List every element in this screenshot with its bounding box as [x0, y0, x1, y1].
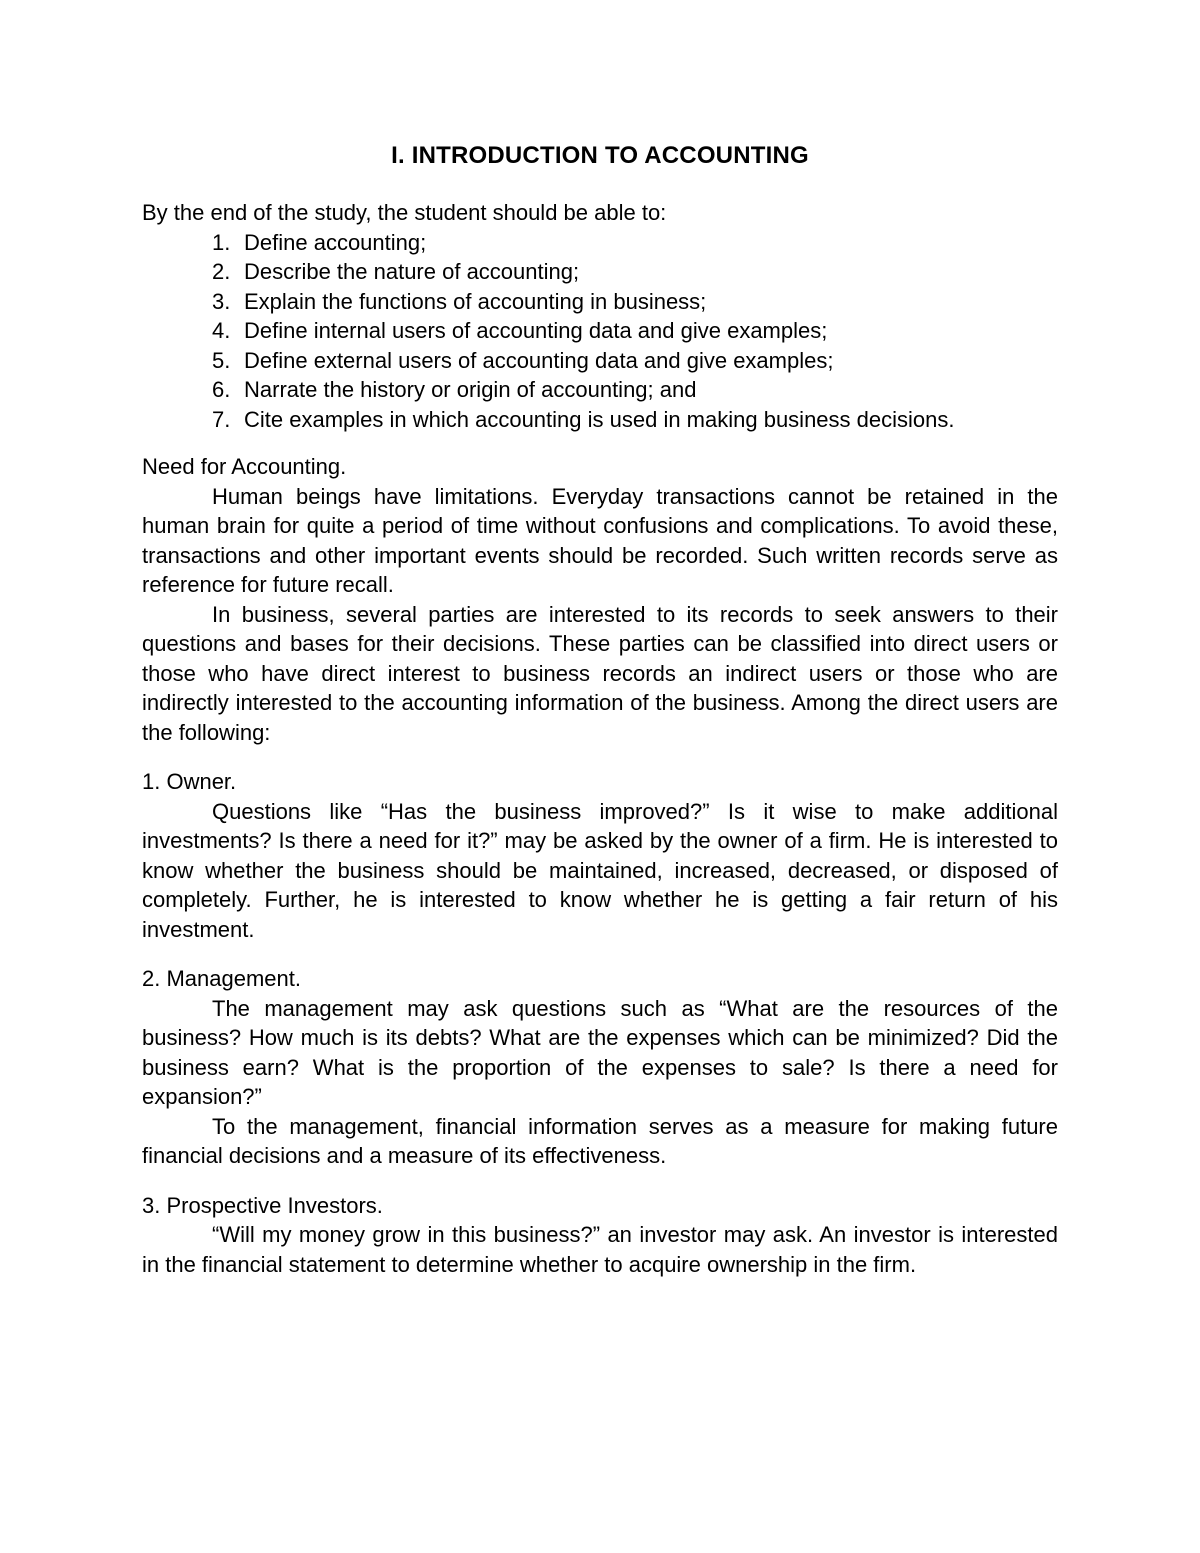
objective-number: 5.	[212, 347, 231, 373]
objective-item	[142, 346, 1058, 376]
objective-item	[142, 257, 1058, 287]
objectives-intro: By the end of the study, the student should be able to:	[142, 200, 667, 225]
objective-text: Define internal users of accounting data and give examples;	[244, 318, 828, 343]
objective-item	[142, 228, 1058, 258]
objective-number: 7.	[212, 406, 231, 432]
objective-text: Narrate the history or origin of accounting; and	[244, 377, 697, 402]
section-heading: 3. Prospective Investors.	[142, 1192, 383, 1218]
objective-text: Cite examples in which accounting is used in making business decisions.	[244, 406, 955, 432]
objective-number: 1.	[212, 229, 231, 255]
paragraph: Human beings have limitations. Everyday transactions cannot be retained in the human brain for quite a period of time without confusions and complications. To avoid these, transactions and other important events should be recorded. Such written records serve as reference for future recall.	[142, 483, 1058, 597]
objective-number: 6.	[212, 377, 231, 402]
management-section	[142, 964, 1058, 1171]
need-for-accounting-section	[142, 452, 1058, 747]
objective-text: Describe the nature of accounting;	[244, 259, 580, 284]
objective-text: Define accounting;	[244, 229, 427, 255]
paragraph: Questions like “Has the business improved?” Is it wise to make additional investments? Is there a need for it?” may be asked by the owner of a firm. He is interested to know whether the business should be maintained, increased, decreased, or disposed of completely. Further, he is interested to know whether he is getting a fair return of his investment.	[142, 798, 1058, 942]
owner-section	[142, 767, 1058, 944]
objective-item	[142, 405, 1058, 435]
prospective-investors-section	[142, 1191, 1058, 1280]
objective-item	[142, 316, 1058, 346]
section-heading: 1. Owner.	[142, 769, 237, 794]
objective-number: 4.	[212, 318, 231, 343]
paragraph: “Will my money grow in this business?” an investor may ask. An investor is interested in the financial statement to determine whether to acquire ownership in the firm.	[142, 1222, 1058, 1277]
paragraph: To the management, financial information serves as a measure for making future financial decisions and a measure of its effectiveness.	[142, 1113, 1058, 1168]
objective-text: Explain the functions of accounting in business;	[244, 288, 707, 314]
section-heading: Need for Accounting.	[142, 454, 347, 479]
document-page	[142, 140, 1058, 1299]
objective-item	[142, 287, 1058, 317]
paragraph: In business, several parties are interested to its records to seek answers to their questions and bases for their decisions. These parties can be classified into direct users or those who have direct interest to business records an indirect users or those who are indirectly interested to the accounting information of the business. Among the direct users are the following:	[142, 601, 1058, 745]
section-heading: 2. Management.	[142, 966, 301, 991]
objective-number: 2.	[212, 259, 231, 284]
objective-text: Define external users of accounting data and give examples;	[244, 347, 834, 373]
objective-number: 3.	[212, 288, 231, 314]
paragraph: The management may ask questions such as “What are the resources of the business? How much is its debts? What are the expenses which can be minimized? Did the business earn? What is the proportion of the expenses to sale? Is there a need for expansion?”	[142, 995, 1058, 1109]
document-title: I. INTRODUCTION TO ACCOUNTING	[391, 142, 809, 169]
objectives-list	[142, 228, 1058, 435]
objective-item	[142, 375, 1058, 405]
